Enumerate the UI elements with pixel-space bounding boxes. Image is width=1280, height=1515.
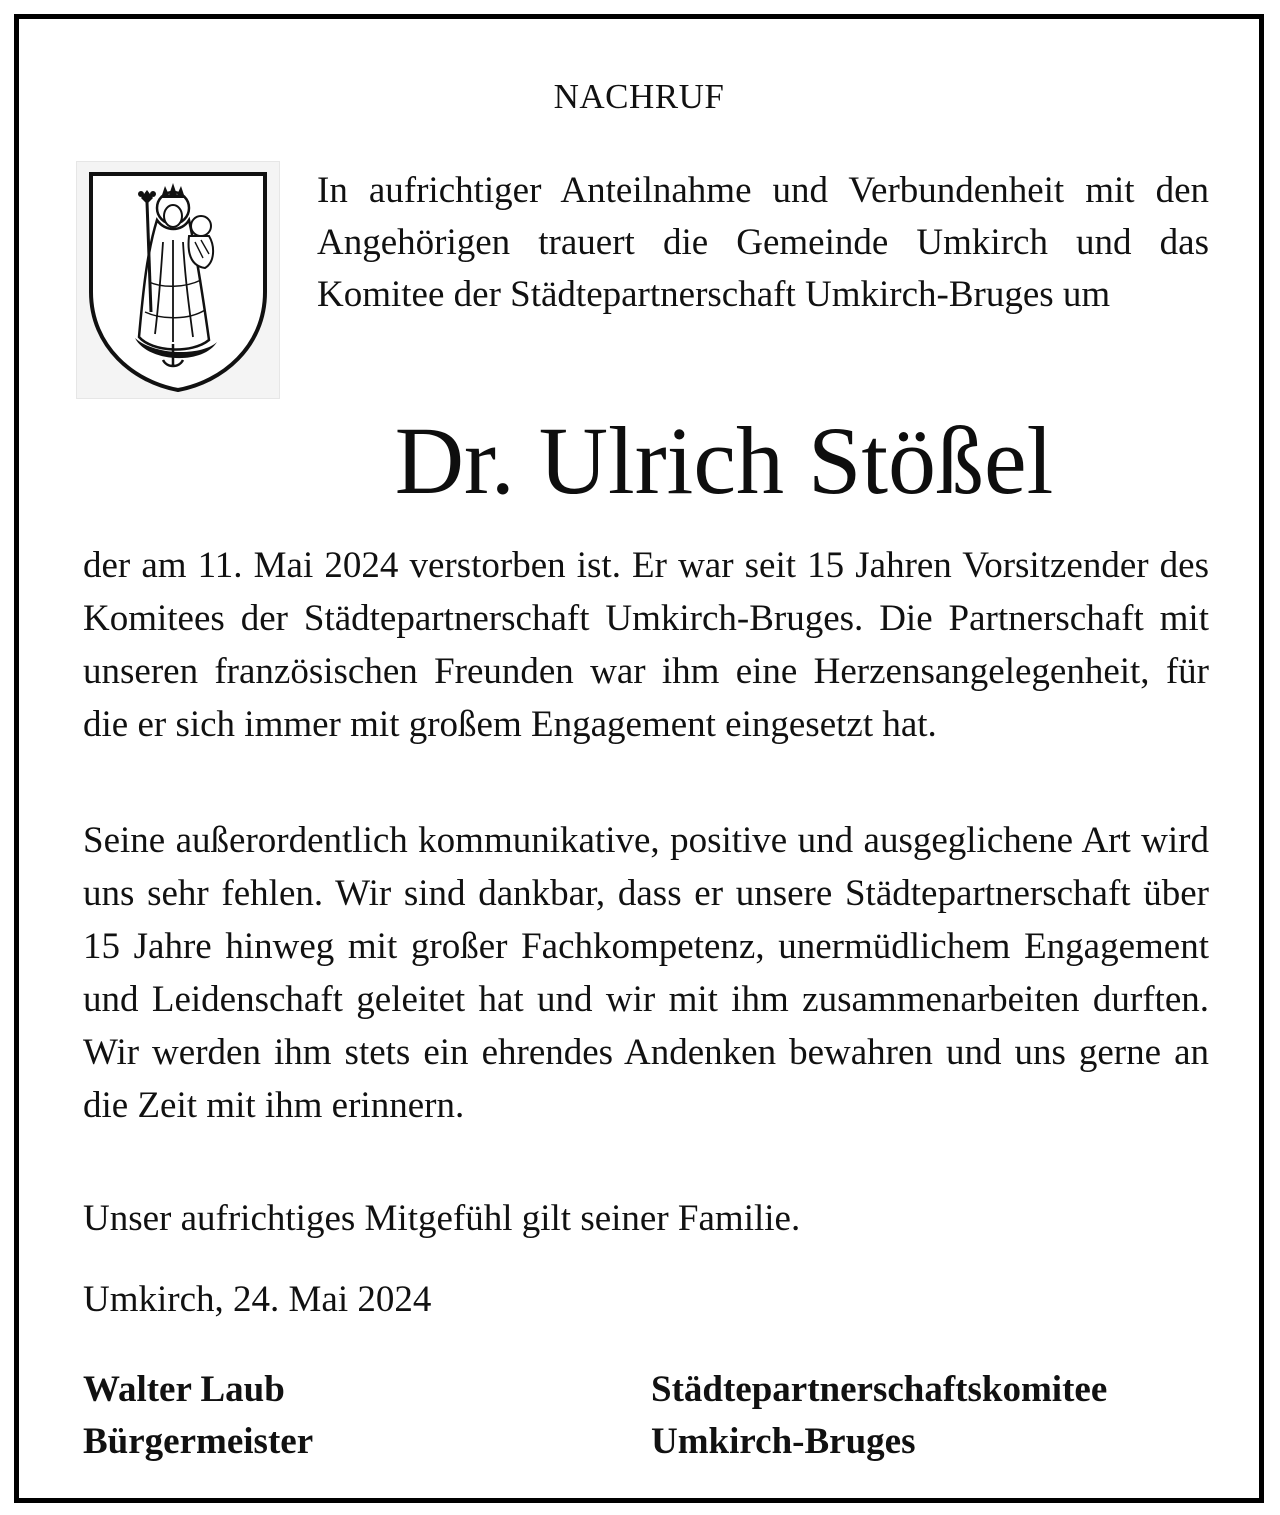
paragraph-tribute: Seine außerordentlich kommunikative, positive und ausgeglichene Art wird uns sehr fehlen. Wir sind dankbar, dass er unsere Städtepartnerschaft über 15 Jahre hinweg mit großer Fachkompetenz, unermüdlichem Engagement und Leidenschaft geleitet hat und wir mit ihm zusammenarbeiten durften. Wir werden ihm stets ein ehrendes Andenken bewahren und uns gerne an die Zeit mit ihm erinnern. bbox=[83, 820, 1209, 1126]
signature-left-name: Walter Laub bbox=[83, 1369, 285, 1410]
paragraph-death-notice: der am 11. Mai 2024 verstorben ist. Er war seit 15 Jahren Vorsitzender des Komitees der Städtepartnerschaft Umkirch-Bruges. Die Partnerschaft mit unseren französischen Freunden war ihm eine Herzensangelegenheit, für die er sich immer mit großem Engagement eingesetzt hat. bbox=[83, 545, 1209, 745]
signature-mayor bbox=[83, 1364, 313, 1468]
signature-right-name: Städtepartnerschaftskomitee bbox=[651, 1369, 1108, 1410]
notice-heading: NACHRUF bbox=[553, 77, 725, 116]
intro-text: In aufrichtiger Anteilnahme und Verbundenheit mit den Angehörigen trauert die Gemeinde Umkirch und das Komitee der Städtepartnerschaft Umkirch-Bruges um bbox=[317, 170, 1209, 315]
signature-left-title: Bürgermeister bbox=[83, 1421, 314, 1462]
signature-committee bbox=[651, 1364, 1107, 1468]
deceased-name: Dr. Ulrich Stößel bbox=[394, 407, 1054, 514]
signature-right-title: Umkirch-Bruges bbox=[651, 1421, 916, 1462]
obituary-frame bbox=[14, 14, 1264, 1503]
paragraph-condolence: Unser aufrichtiges Mitgefühl gilt seiner Familie. bbox=[83, 1198, 801, 1239]
place-and-date: Umkirch, 24. Mai 2024 bbox=[83, 1279, 432, 1320]
coat-of-arms-icon bbox=[76, 161, 280, 399]
